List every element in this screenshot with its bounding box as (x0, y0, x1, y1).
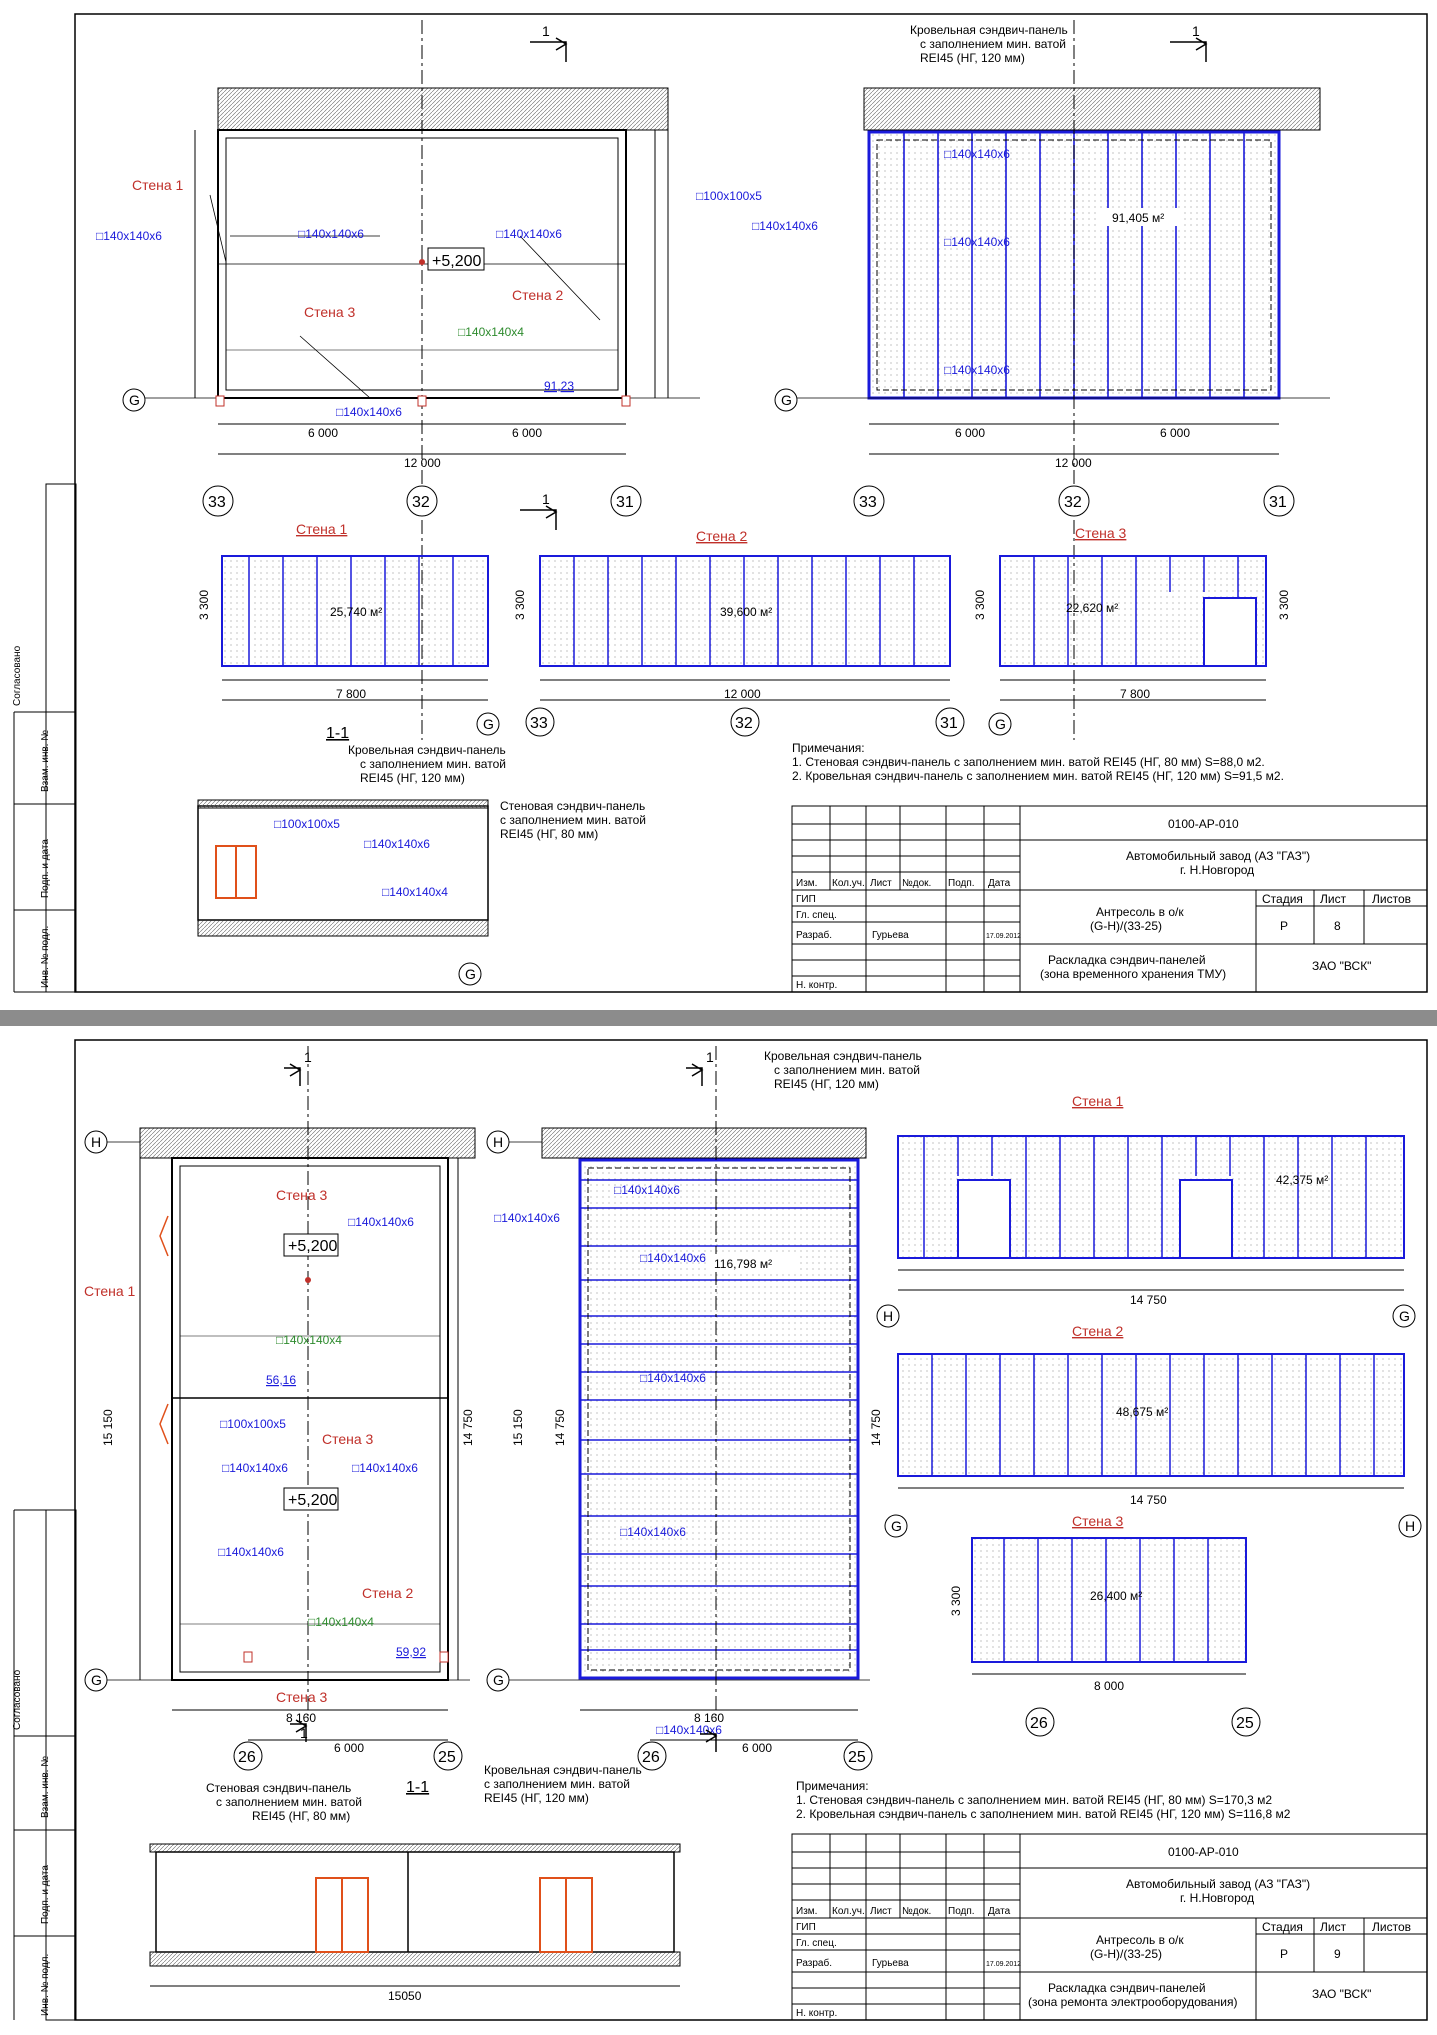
tb-sheets-head: Листов (1372, 892, 1411, 906)
wall-height: 3 300 (949, 1585, 963, 1616)
cut-label: 1 (542, 23, 550, 39)
roof-callout: REI45 (НГ, 120 мм) (920, 51, 1025, 65)
axis-row-label: G (465, 966, 476, 982)
wall2-area: 39,600 м² (720, 605, 773, 619)
tb-col: Кол.уч. (832, 1906, 865, 1917)
tb-stage-head: Стадия (1262, 892, 1303, 906)
roof-callout: Кровельная сэндвич-панель (348, 743, 506, 757)
axis-label: 33 (208, 494, 226, 511)
wall3-area: 22,620 м² (1066, 601, 1119, 615)
margin-strip (12, 484, 76, 992)
wall3-title: Стена 3 (1075, 525, 1127, 541)
profile-label: □140x140x6 (218, 1545, 284, 1559)
wall3-area: 26,400 м² (1090, 1589, 1143, 1603)
axis-g-label: G (493, 1672, 504, 1688)
tb-col: Изм. (796, 1906, 818, 1917)
wall-height: 3 300 (197, 589, 211, 620)
wall1-title: Стена 1 (1072, 1093, 1124, 1109)
cut-label: 1 (300, 1725, 308, 1741)
axis-label: 31 (616, 494, 634, 511)
cut-label: 1 (304, 1049, 312, 1065)
wall2-length: 12 000 (724, 687, 761, 701)
roof-callout: с заполнением мин. ватой (484, 1777, 630, 1791)
axis-label: 26 (642, 1749, 660, 1766)
wall-callout: Стеновая сэндвич-панель (206, 1781, 352, 1795)
wall1-opening (1180, 1180, 1232, 1258)
profile-label: □140x140x4 (308, 1615, 374, 1629)
wall2-title: Стена 2 (696, 528, 748, 544)
dim-6000: 6 000 (308, 426, 339, 440)
wall1-length: 14 750 (1130, 1293, 1167, 1307)
tb-col: Изм. (796, 878, 818, 889)
wall-height: 3 300 (513, 589, 527, 620)
profile-label: □140x140x6 (352, 1461, 418, 1475)
tb-role: Гл. спец. (796, 1938, 837, 1949)
profile-label: □140x140x6 (944, 235, 1010, 249)
note-2: 2. Кровельная сэндвич-панель с заполнением мин. ватой REI45 (НГ, 120 мм) S=91,5 м2. (792, 769, 1284, 783)
doc-code: 0100-АР-010 (1168, 817, 1239, 831)
roof-area: 116,798 м² (714, 1257, 773, 1271)
profile-label: □140x140x6 (944, 147, 1010, 161)
doc-code: 0100-АР-010 (1168, 1845, 1239, 1859)
profile-label: □140x140x6 (614, 1183, 680, 1197)
dim-14750: 14 750 (461, 1409, 475, 1446)
axis-g-label: G (891, 1518, 902, 1534)
margin-label: Инв. № подл. (40, 925, 51, 988)
profile-label: □140x140x6 (494, 1211, 560, 1225)
drawing-sheet-8 (0, 0, 1437, 1010)
axis-row-label: G (483, 716, 494, 732)
profile-label: □140x140x6 (944, 363, 1010, 377)
wall-callout: REI45 (НГ, 80 мм) (500, 827, 599, 841)
notes-block (796, 1779, 1291, 1821)
wall1-area: 42,375 м² (1276, 1173, 1329, 1187)
object-name: Антресоль в о/к (1096, 905, 1184, 919)
roof-callout: REI45 (НГ, 120 мм) (360, 771, 465, 785)
tb-author: Гурьева (872, 930, 909, 941)
project-name: Автомобильный завод (АЗ "ГАЗ") (1126, 1877, 1311, 1891)
axis-label: 25 (1236, 1715, 1254, 1732)
tb-sheet-no: 8 (1334, 919, 1341, 933)
margin-label: Подп. и дата (40, 839, 51, 898)
object-name: Антресоль в о/к (1096, 1933, 1184, 1947)
tb-sheet-head: Лист (1320, 1920, 1347, 1934)
axis-label: 25 (848, 1749, 866, 1766)
tb-role: ГИП (796, 1922, 816, 1933)
dim-15150: 15 150 (101, 1409, 115, 1446)
profile-label: □140x140x4 (276, 1333, 342, 1347)
axis-row-label: G (129, 392, 140, 408)
tb-sheet-no: 9 (1334, 1947, 1341, 1961)
wall3-tag: Стена 3 (276, 1187, 328, 1203)
elevation-mark: +5,200 (288, 1492, 338, 1509)
note-1: 1. Стеновая сэндвич-панель с заполнением мин. ватой REI45 (НГ, 80 мм) S=88,0 м2. (792, 755, 1265, 769)
profile-label: □140x140x6 (656, 1723, 722, 1737)
cut-label: 1 (542, 491, 550, 507)
roof-callout: с заполнением мин. ватой (774, 1063, 920, 1077)
notes-title: Примечания: (792, 741, 865, 755)
profile-label: □140x140x6 (222, 1461, 288, 1475)
wall-callout: REI45 (НГ, 80 мм) (252, 1809, 351, 1823)
tb-col: Дата (988, 878, 1011, 889)
profile-label: □140x140x6 (640, 1251, 706, 1265)
section-length: 15050 (388, 1989, 422, 2003)
wall-height: 3 300 (1277, 589, 1291, 620)
section-1-1 (198, 725, 646, 985)
wall1-tag: Стена 1 (132, 177, 184, 193)
tb-col: Лист (870, 1906, 892, 1917)
profile-label: □140x140x6 (752, 219, 818, 233)
tb-sheet-head: Лист (1320, 892, 1347, 906)
project-city: г. Н.Новгород (1180, 863, 1255, 877)
wall1-tag: Стена 1 (84, 1283, 136, 1299)
cut-label: 1 (706, 1049, 714, 1065)
margin-label: Согласовано (12, 1669, 23, 1730)
elevation-mark: +5,200 (432, 253, 482, 270)
tb-col: №док. (902, 1906, 932, 1917)
company-name: ЗАО "ВСК" (1312, 959, 1372, 973)
axis-h-label: H (883, 1308, 894, 1324)
wall3-tag: Стена 3 (322, 1431, 374, 1447)
profile-label: □140x140x6 (298, 227, 364, 241)
profile-label: □140x140x6 (348, 1215, 414, 1229)
tb-stage: Р (1280, 919, 1289, 933)
wall2-tag: Стена 2 (362, 1585, 414, 1601)
tb-role: Н. контр. (796, 2008, 838, 2019)
margin-label: Взам. инв. № (40, 730, 51, 792)
wall1-title: Стена 1 (296, 521, 348, 537)
tb-role: Разраб. (796, 930, 833, 941)
wall3-tag: Стена 3 (276, 1689, 328, 1705)
link-value: 59,92 (396, 1645, 427, 1659)
section-title: 1-1 (326, 725, 350, 742)
tb-col: №док. (902, 878, 932, 889)
drawing-name: Раскладка сэндвич-панелей (1048, 953, 1206, 967)
notes-block (792, 741, 1284, 783)
roof-callout: Кровельная сэндвич-панель (910, 23, 1068, 37)
tb-col: Кол.уч. (832, 878, 865, 889)
title-block-text (796, 817, 1411, 991)
dim-12000: 12 000 (404, 456, 441, 470)
link-value: 91,23 (544, 379, 575, 393)
tb-sheets-head: Листов (1372, 1920, 1411, 1934)
axis-g-label: G (1399, 1308, 1410, 1324)
drawing-sub: (зона временного хранения ТМУ) (1040, 967, 1227, 981)
margin-label: Подп. и дата (40, 1865, 51, 1924)
profile-label: □140x140x6 (640, 1371, 706, 1385)
dim-12000: 12 000 (1055, 456, 1092, 470)
profile-label: □140x140x6 (96, 229, 162, 243)
wall1-length: 7 800 (336, 687, 367, 701)
axis-label: 26 (238, 1749, 256, 1766)
wall-callout: Стеновая сэндвич-панель (500, 799, 646, 813)
axis-label: 31 (1269, 494, 1287, 511)
axis-g-label: G (91, 1672, 102, 1688)
dim-14750: 14 750 (869, 1409, 883, 1446)
axis-label: 32 (735, 715, 753, 732)
tb-role: ГИП (796, 894, 816, 905)
axis-h-label: H (493, 1134, 504, 1150)
object-axes: (G-H)/(33-25) (1090, 919, 1163, 933)
wall3-title: Стена 3 (1072, 1513, 1124, 1529)
tb-col: Подп. (948, 1906, 975, 1917)
roof-callout: Кровельная сэндвич-панель (764, 1049, 922, 1063)
link-value: 56,16 (266, 1373, 297, 1387)
object-axes: (G-H)/(33-25) (1090, 1947, 1163, 1961)
wall3-length: 8 000 (1094, 1679, 1125, 1693)
sheet-8-drawing (0, 0, 1437, 1010)
axis-label: 32 (1064, 494, 1082, 511)
profile-label: □140x140x4 (382, 885, 448, 899)
tb-date: 17.09.2012 (986, 933, 1022, 940)
axis-h-label: H (1405, 1518, 1416, 1534)
dim-6000: 6 000 (512, 426, 543, 440)
wall2-length: 14 750 (1130, 1493, 1167, 1507)
axis-label: 25 (438, 1749, 456, 1766)
dim-6000: 6 000 (955, 426, 986, 440)
profile-label: □140x140x6 (364, 837, 430, 851)
tb-role: Разраб. (796, 1958, 833, 1969)
margin-label: Инв. № подл. (40, 1953, 51, 2016)
margin-strip (12, 1510, 76, 2020)
profile-label: □140x140x6 (496, 227, 562, 241)
company-name: ЗАО "ВСК" (1312, 1987, 1372, 2001)
dim-14750: 14 750 (553, 1409, 567, 1446)
wall3-length: 7 800 (1120, 687, 1151, 701)
axis-row-label: G (995, 716, 1006, 732)
axis-label: 26 (1030, 1715, 1048, 1732)
roof-callout: с заполнением мин. ватой (920, 37, 1066, 51)
tb-role: Н. контр. (796, 980, 838, 991)
roof-callout: с заполнением мин. ватой (360, 757, 506, 771)
section-title: 1-1 (406, 1779, 430, 1796)
dim-6000: 6 000 (334, 1741, 365, 1755)
tb-date: 17.09.2012 (986, 1961, 1022, 1968)
margin-label: Согласовано (12, 645, 23, 706)
title-block-text (796, 1845, 1411, 2019)
note-2: 2. Кровельная сэндвич-панель с заполнением мин. ватой REI45 (НГ, 120 мм) S=116,8 м2 (796, 1807, 1291, 1821)
wall-elevations (197, 491, 1291, 736)
notes-title: Примечания: (796, 1779, 869, 1793)
axis-label: 33 (859, 494, 877, 511)
wall-elevations (877, 1093, 1421, 1736)
drawing-name: Раскладка сэндвич-панелей (1048, 1981, 1206, 1995)
plan-structure-left (84, 1046, 475, 1770)
profile-label: □140x140x4 (458, 325, 524, 339)
wall2-tag: Стена 2 (512, 287, 564, 303)
axis-row-label: G (781, 392, 792, 408)
dim-6000: 6 000 (742, 1741, 773, 1755)
tb-col: Лист (870, 878, 892, 889)
drawing-sub: (зона ремонта электрооборудования) (1028, 1995, 1238, 2009)
wall-callout: с заполнением мин. ватой (500, 813, 646, 827)
margin-label: Взам. инв. № (40, 1756, 51, 1818)
axis-label: 32 (412, 494, 430, 511)
tb-col: Подп. (948, 878, 975, 889)
tb-role: Гл. спец. (796, 910, 837, 921)
dim-8160: 8 160 (286, 1711, 317, 1725)
wall2-area: 48,675 м² (1116, 1405, 1169, 1419)
roof-callout: Кровельная сэндвич-панель (484, 1763, 642, 1777)
axis-h-label: H (91, 1134, 102, 1150)
profile-label: □100x100x5 (696, 189, 762, 203)
axis-label: 31 (940, 715, 958, 732)
roof-callout: REI45 (НГ, 120 мм) (774, 1077, 879, 1091)
tb-col: Дата (988, 1906, 1011, 1917)
dim-15150: 15 150 (511, 1409, 525, 1446)
wall3-tag: Стена 3 (304, 304, 356, 320)
note-1: 1. Стеновая сэндвич-панель с заполнением мин. ватой REI45 (НГ, 80 мм) S=170,3 м2 (796, 1793, 1273, 1807)
section-1-1 (150, 1763, 680, 2003)
drawing-sheet-9 (0, 1026, 1437, 2035)
dim-8160: 8 160 (694, 1711, 725, 1725)
wall-callout: с заполнением мин. ватой (216, 1795, 362, 1809)
profile-label: □100x100x5 (220, 1417, 286, 1431)
project-name: Автомобильный завод (АЗ "ГАЗ") (1126, 849, 1311, 863)
tb-stage: Р (1280, 1947, 1289, 1961)
wall1-opening (958, 1180, 1010, 1258)
wall3-opening (1204, 598, 1256, 666)
dim-6000: 6 000 (1160, 426, 1191, 440)
wall2-title: Стена 2 (1072, 1323, 1124, 1339)
sheet-9-drawing (0, 1026, 1437, 2035)
wall-height: 3 300 (973, 589, 987, 620)
profile-label: □100x100x5 (274, 817, 340, 831)
axis-label: 33 (530, 715, 548, 732)
tb-stage-head: Стадия (1262, 1920, 1303, 1934)
cut-label: 1 (1192, 23, 1200, 39)
elevation-mark: +5,200 (288, 1238, 338, 1255)
roof-area: 91,405 м² (1112, 211, 1165, 225)
roof-callout: REI45 (НГ, 120 мм) (484, 1791, 589, 1805)
project-city: г. Н.Новгород (1180, 1891, 1255, 1905)
profile-label: □140x140x6 (620, 1525, 686, 1539)
profile-label: □140x140x6 (336, 405, 402, 419)
tb-author: Гурьева (872, 1958, 909, 1969)
wall1-area: 25,740 м² (330, 605, 383, 619)
